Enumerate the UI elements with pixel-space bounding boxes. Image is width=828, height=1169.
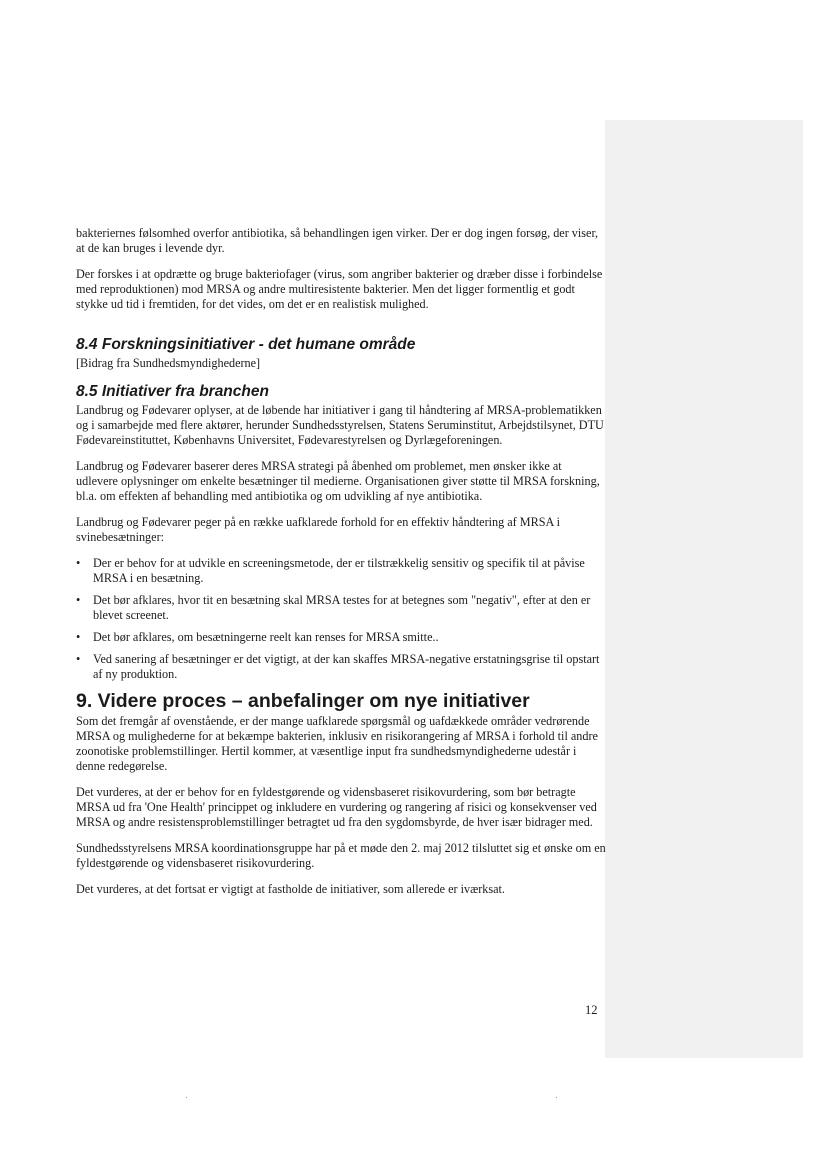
intro-paragraph-1: bakteriernes følsomhed overfor antibiotika, så behandlingen igen virker. Der er dog ingen forsøg, der viser, at de kan bruges i levende dyr. [76,226,599,255]
section-9-paragraph-1: Som det fremgår af ovenstående, er der mange uafklarede spørgsmål og uafdækkede områder vedrørende MRSA og mulighederne for at bekæmpe bakterien, inklusiv en risikorangering af MRSA i forhold til andre zoonotiske problemstillinger. Hertil kommer, at væsentlige input fra sundhedsmyndighederne udestår i denne redegørelse. [76,714,598,773]
section-9-paragraph-2: Det vurderes, at der er behov for en fyldestgørende og vidensbaseret risikovurdering, som bør betragte MRSA ud fra 'One Health' princippet og inkludere en vurdering og rangering af risici og konsekvenser ved MRSA og andre resistensproblemstillinger betragtet ud fra den sygdomsbyrde, de hver især bidrager med. [76,785,597,829]
list-item [76,593,606,623]
scan-speck [186,1097,187,1098]
bullet-text: Det bør afklares, hvor tit en besætning skal MRSA testes for at betegnes som "negativ", efter at den er blevet screenet. [93,593,591,622]
section-8-5-paragraph-1: Landbrug og Fødevarer oplyser, at de løbende har initiativer i gang til håndtering af MRSA-problematikken og i samarbejde med flere aktører, herunder Sundhedsstyrelsen, Statens Seruminstitut, Arbejdstilsynet, DTU Fødevareinstituttet, Københavns Universitet, Fødevarestyrelsen og Dyrlægeforeningen. [76,403,604,447]
bullet-icon: • [76,593,81,607]
bullet-list [76,556,606,682]
section-9-paragraph-4: Det vurderes, at det fortsat er vigtigt at fastholde de initiativer, som allerede er iværksat. [76,882,505,896]
bullet-text: Ved sanering af besætninger er det vigtigt, at der kan skaffes MRSA-negative erstatningsgrise til opstart af ny produktion. [93,652,600,681]
document-body [76,226,606,908]
scan-speck [556,1097,557,1098]
bullet-text: Det bør afklares, om besætningerne reelt kan renses for MRSA smitte.. [93,630,439,644]
page-number: 12 [585,1003,598,1017]
intro-paragraph-2: Der forskes i at opdrætte og bruge bakteriofager (virus, som angriber bakterier og dræber disse i forbindelse med reproduktionen) mod MRSA og andre multiresistente bakterier. Men det ligger formentlig et godt stykke ud tid i fremtiden, for det vides, om det er en realistisk mulighed. [76,267,603,311]
bullet-icon: • [76,630,81,644]
bullet-icon: • [76,652,81,666]
section-9-paragraph-3: Sundhedsstyrelsens MRSA koordinationsgruppe har på et møde den 2. maj 2012 tilsluttet sig et ønske om en fyldestgørende og vidensbaseret risikovurdering. [76,841,606,870]
list-item [76,652,606,682]
section-9-heading: 9. Videre proces – anbefalinger om nye initiativer [76,690,530,712]
bullet-icon: • [76,556,81,570]
section-8-5-paragraph-3: Landbrug og Fødevarer peger på en række uafklarede forhold for en effektiv håndtering af MRSA i svinebesætninger: [76,515,561,544]
list-item [76,630,606,645]
bullet-text: Der er behov for at udvikle en screeningsmetode, der er tilstrækkelig sensitiv og specifik til at påvise MRSA i en besætning. [93,556,585,585]
list-item [76,556,606,586]
section-8-4-heading: 8.4 Forskningsinitiativer - det humane område [76,336,416,353]
section-8-5-paragraph-2: Landbrug og Fødevarer baserer deres MRSA strategi på åbenhed om problemet, men ønsker ikke at udlevere oplysninger om enkelte besætninger til medierne. Organisationen giver støtte til MRSA forskning, bl.a. om effekten af behandling med antibiotika og om udvikling af nye antibiotika. [76,459,600,503]
section-8-4-note: [Bidrag fra Sundhedsmyndighederne] [76,356,261,370]
scan-shadow [605,120,803,1058]
section-8-5-heading: 8.5 Initiativer fra branchen [76,383,269,400]
